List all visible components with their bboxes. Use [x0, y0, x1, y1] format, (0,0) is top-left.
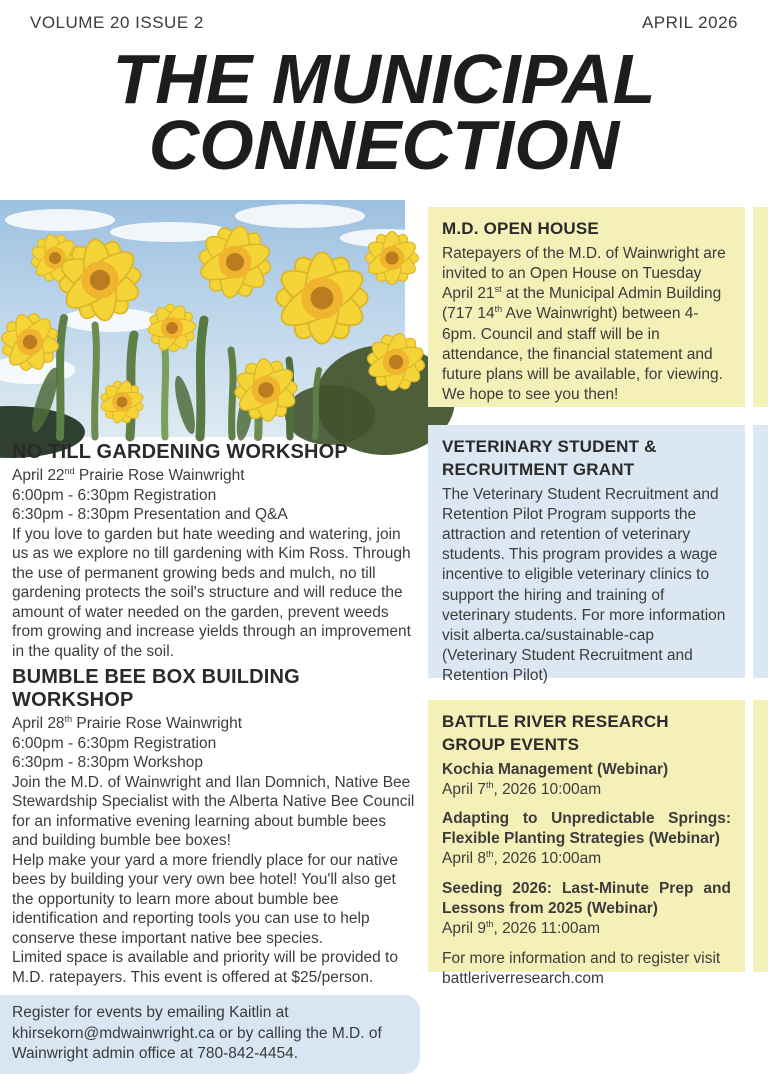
veterinary-body: The Veterinary Student Recruitment and Retention Pilot Program supports the attraction and retention of veterinary students. This program provides a wage incentive to eligible veterinary clinics to support the hiring and training of veterinary students. For more information visit alberta.ca/sustainable-cap (Veterinary Student Recruitment and Retention Pilot): [442, 485, 726, 685]
event-item: [442, 760, 731, 800]
open-house-box: [428, 207, 745, 407]
event-date: April 7th, 2026 10:00am: [442, 779, 602, 799]
veterinary-grant-box: [428, 425, 745, 685]
workshop1-body: If you love to garden but hate weeding and watering, join us as we explore no till gardening with Kim Ross. Through the use of permanent growing beds and mulch, no till gardening protects the soil's structure and will reduce the amount of water needed on the garden, prevent weeds from growing and increase yields through an improvement in the quality of the soil.: [12, 525, 411, 660]
workshop2-time2: 6:30pm - 8:30pm Workshop: [12, 754, 203, 772]
ordinal-superscript: th: [494, 304, 503, 315]
workshop2-date: April 28th Prairie Rose Wainwright: [12, 714, 243, 733]
ordinal-superscript: th: [64, 714, 73, 724]
ordinal-superscript: st: [494, 284, 502, 295]
ordinal-superscript: th: [485, 849, 494, 860]
workshop2-body-p2: Help make your yard a more friendly place for our native bees by building your very own bee hotel! You'll also get the opportunity to learn more about bumble bee identification and reporting tools you can use to help conserve these important native bee species.: [12, 851, 398, 947]
daffodils-photo: [0, 200, 405, 437]
event-item: [442, 809, 731, 869]
register-info-text: Register for events by emailing Kaitlin at khirsekorn@mdwainwright.ca or by calling the M.D. of Wainwright admin office at 780-842-4454.: [12, 1004, 382, 1062]
issue-date-label: APRIL 2026: [641, 13, 738, 32]
event-date: April 8th, 2026 10:00am: [442, 849, 602, 868]
workshop1-time1: 6:00pm - 6:30pm Registration: [12, 486, 217, 504]
event-name: Kochia Management (Webinar): [442, 760, 669, 778]
battle-river-events-box: [428, 700, 745, 988]
workshop2-body-p3: Limited space is available and priority will be provided to M.D. ratepayers. This event is offered at $25/person.: [12, 949, 398, 986]
left-article-column: [12, 441, 416, 1074]
workshop1-date: April 22nd Prairie Rose Wainwright: [12, 465, 245, 484]
register-info-box: [0, 995, 420, 1073]
battle-river-heading: BATTLE RIVER RESEARCH GROUP EVENTS: [442, 712, 669, 754]
open-house-heading: M.D. OPEN HOUSE: [442, 219, 599, 238]
ordinal-superscript: th: [485, 918, 494, 929]
adjacent-page-box-strip: [753, 425, 768, 678]
event-name: Adapting to Unpredictable Springs: Flexible Planting Strategies (Webinar): [442, 810, 731, 848]
open-house-body: Ratepayers of the M.D. of Wainwright are invited to an Open House on Tuesday April 21st at the Municipal Admin Building (717 14th Ave Wainwright) between 4-6pm. Council and staff will be in attendance, the financial statement and future plans will be available, for viewing. We hope to see you then!: [442, 244, 726, 403]
veterinary-heading-line2: RECRUITMENT GRANT: [442, 459, 635, 479]
newsletter-title: [0, 40, 768, 184]
workshop1-heading: NO TILL GARDENING WORKSHOP: [12, 441, 348, 463]
volume-issue-label: VOLUME 20 ISSUE 2: [30, 13, 204, 32]
battle-river-footer: For more information and to register visit battleriverresearch.com: [442, 950, 721, 988]
adjacent-page-box-strip: [753, 207, 768, 407]
issue-meta-row: [30, 13, 738, 33]
workshop2-heading: BUMBLE BEE BOX BUILDING WORKSHOP: [12, 666, 300, 712]
ordinal-superscript: th: [485, 779, 494, 790]
workshop2-time1: 6:00pm - 6:30pm Registration: [12, 734, 217, 752]
ordinal-superscript: nd: [64, 465, 75, 476]
event-name: Seeding 2026: Last-Minute Prep and Lessons from 2025 (Webinar): [442, 879, 731, 917]
workshop2-body-p1: Join the M.D. of Wainwright and Ilan Domnich, Native Bee Stewardship Specialist with the Alberta Native Bee Council for an informative evening learning about bumble bees and building bumble bee boxes!: [12, 773, 415, 850]
veterinary-heading-line1: VETERINARY STUDENT &: [442, 437, 657, 456]
newsletter-title-line2: CONNECTION: [148, 106, 620, 184]
open-house-closing: We hope to see you then!: [442, 385, 619, 403]
newsletter-title-line1: THE MUNICIPAL: [112, 40, 656, 118]
workshop1-time2: 6:30pm - 8:30pm Presentation and Q&A: [12, 506, 288, 524]
event-date: April 9th, 2026 11:00am: [442, 918, 601, 937]
event-item: [442, 879, 731, 939]
adjacent-page-box-strip: [753, 700, 768, 972]
